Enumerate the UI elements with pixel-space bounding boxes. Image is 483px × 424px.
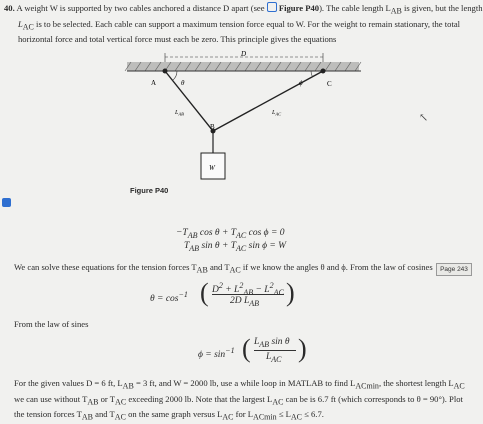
final-line-1: For the given values D = 6 ft, $L_{AB} = 3$ ft, and W = 2000 lb, use a while loop in MATLAB to find $L_{ACmin}$, the shortest length $L_{AC}$ — [14, 378, 465, 391]
theta-arc — [173, 71, 178, 80]
label-b: B — [210, 123, 215, 131]
final-line-2: we can use without $T_{AB}$ or $T_{AC}$ exceeding 2000 lb. Note that the largest $L_{AC}$ can be is 6.7 ft (which corresponds to θ = 90°). Plot — [14, 393, 463, 407]
solve-paragraph: We can solve these equations for the tension forces $T_{AB}$ and $T_{AC}$ if we know the angles θ and ϕ. From the law of cosines — [14, 262, 433, 275]
sine-equation: $\phi = \sin^{-1}$ ( $L_{AB}$ sin θ $L_{AC}$ ) — [198, 334, 307, 364]
anchor-a — [163, 69, 168, 74]
cosine-numerator: $D^2 + L^2_{AB} - L^2_{AC}$ — [212, 281, 284, 298]
anchor-c — [321, 69, 326, 74]
label-phi: ϕ — [299, 79, 303, 87]
figure-caption: Figure P40 — [130, 186, 169, 195]
equation-vertical: $T_{AB}$ $\sin \theta + T_{AC}$ sin ϕ = W — [184, 241, 287, 253]
page-number-badge: Page 243 — [436, 263, 472, 276]
label-w: W — [209, 164, 215, 172]
problem-line-3: horizontal force and total vertical force must each be zero. This principle gives the equations — [18, 34, 337, 45]
phi-arc — [311, 71, 313, 77]
label-d: D — [241, 50, 247, 58]
cosine-equation: $\theta = \cos^{-1}$ ( $D^2 + L^2_{AB} - L^2_{AC}$ 2D $L_{AB}$ ) — [150, 278, 295, 308]
label-lac: $L_{AC}$ — [272, 110, 282, 117]
problem-statement — [4, 2, 483, 45]
cable-ab — [165, 71, 213, 131]
mouse-cursor-icon: ↖ — [419, 112, 429, 124]
label-theta: θ — [181, 79, 185, 87]
problem-line-1: 40. A weight W is supported by two cables anchored a distance D apart (see Figure P40). The cable length $L_{AB}$ is given, but the length — [4, 3, 483, 16]
label-c: C — [327, 80, 332, 88]
figure-link-icon[interactable] — [267, 2, 277, 12]
problem-line-2: $L_{AC}$ is to be selected. Each cable can support a maximum tension force equal to W. For the weight to remain stationary, the total — [18, 18, 461, 32]
figure-p40-diagram — [125, 48, 365, 188]
sine-denominator: $L_{AC}$ — [266, 352, 282, 364]
law-of-sines-text: From the law of sines — [14, 319, 89, 329]
final-paragraph — [14, 377, 472, 424]
cosine-denominator: 2D $L_{AB}$ — [230, 296, 260, 308]
cable-bc — [213, 71, 323, 131]
figure-reference-link[interactable]: Figure P40 — [278, 3, 320, 13]
final-line-3: the tension forces $T_{AB}$ and $T_{AC}$ on the same graph versus $L_{AC}$ for $L_{ACmin} \le L_{AC} \le 6.7$. — [14, 409, 324, 423]
label-a: A — [151, 79, 157, 87]
problem-number: 40. — [4, 3, 15, 13]
label-lab: $L_{AB}$ — [175, 110, 184, 117]
sine-numerator: $L_{AB}$ sin θ — [254, 337, 290, 349]
bookmark-icon[interactable] — [2, 198, 11, 207]
equation-horizontal: $-T_{AB}$ $\cos \theta + T_{AC}$ cos ϕ = 0 — [176, 228, 285, 240]
